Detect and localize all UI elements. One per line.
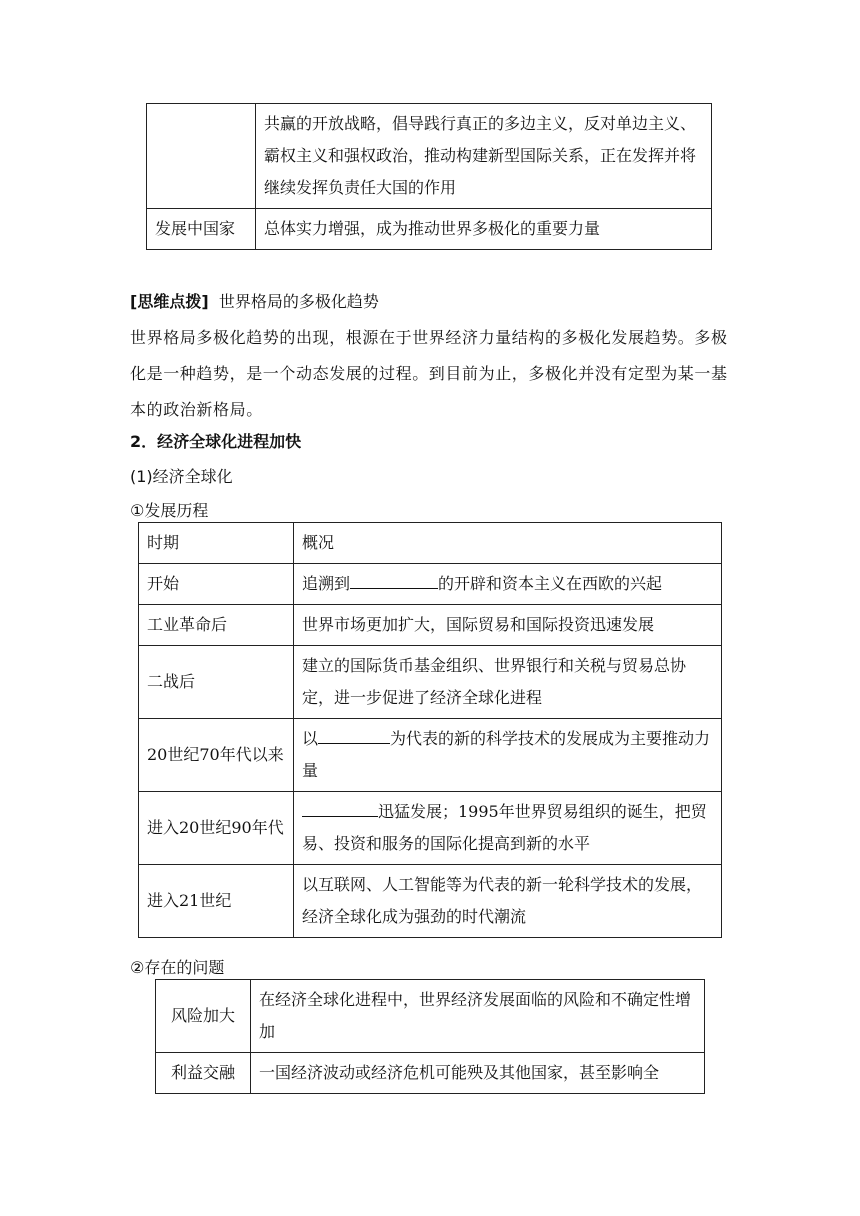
tip-body: 世界格局多极化趋势的出现，根源在于世界经济力量结构的多极化发展趋势。多极化是一种趋势，是一个动态发展的过程。到目前为止，多极化并没有定型为某一基本的政治新格局。 — [130, 328, 728, 419]
section-heading: 2．经济全球化进程加快 — [130, 432, 302, 451]
column-header-overview: 概况 — [294, 523, 722, 564]
table-cell-label: 风险加大 — [156, 980, 251, 1053]
table-cell-overview — [294, 564, 722, 605]
table-cell-label — [147, 104, 256, 209]
table-header-row — [139, 523, 722, 564]
table-row — [139, 865, 722, 938]
table-cell-period: 开始 — [139, 564, 294, 605]
table-cell-overview — [294, 719, 722, 792]
cell-text-post: 迅猛发展；1995年世界贸易组织的诞生，把贸易、投资和服务的国际化提高到新的水平 — [302, 802, 707, 853]
table-cell-label: 利益交融 — [156, 1053, 251, 1094]
table-row — [139, 564, 722, 605]
table-row — [147, 209, 712, 250]
fill-blank[interactable] — [302, 798, 378, 817]
cell-text-post: 为代表的新的科学技术的发展成为主要推动力量 — [302, 729, 711, 780]
table-row — [139, 605, 722, 646]
table-cell-text: 在经济全球化进程中，世界经济发展面临的风险和不确定性增加 — [251, 980, 705, 1053]
item-heading-history: ①发展历程 — [130, 501, 209, 520]
table-row — [139, 792, 722, 865]
column-header-period: 时期 — [139, 523, 294, 564]
table-problems — [155, 979, 705, 1094]
table-cell-period: 进入21世纪 — [139, 865, 294, 938]
table-cell-text: 总体实力增强，成为推动世界多极化的重要力量 — [256, 209, 712, 250]
tip-title: 世界格局的多极化趋势 — [218, 292, 379, 311]
table-major-powers — [146, 103, 712, 250]
table-cell-overview: 以互联网、人工智能等为代表的新一轮科学技术的发展，经济全球化成为强劲的时代潮流 — [294, 865, 722, 938]
tip-tag: [思维点拨] — [130, 292, 209, 311]
cell-text-post: 的开辟和资本主义在西欧的兴起 — [438, 574, 663, 593]
table-cell-period: 工业革命后 — [139, 605, 294, 646]
table-history — [138, 522, 722, 938]
cell-text-pre: 追溯到 — [302, 574, 351, 593]
fill-blank[interactable] — [350, 570, 438, 589]
table-cell-period: 20世纪70年代以来 — [139, 719, 294, 792]
item-heading-problems: ②存在的问题 — [130, 958, 225, 977]
table-cell-text: 共赢的开放战略，倡导践行真正的多边主义，反对单边主义、霸权主义和强权政治，推动构建新型国际关系，正在发挥并将继续发挥负责任大国的作用 — [256, 104, 712, 209]
table-cell-period: 二战后 — [139, 646, 294, 719]
table-row — [139, 719, 722, 792]
table-row — [156, 1053, 705, 1094]
table-row — [147, 104, 712, 209]
fill-blank[interactable] — [318, 725, 390, 744]
tip-heading — [130, 284, 730, 320]
cell-text-pre: 以 — [302, 729, 319, 748]
table-cell-text: 一国经济波动或经济危机可能殃及其他国家，甚至影响全 — [251, 1053, 705, 1094]
table-cell-overview — [294, 792, 722, 865]
table-row — [156, 980, 705, 1053]
subsection-heading: (1)经济全球化 — [130, 467, 233, 486]
table-cell-period: 进入20世纪90年代 — [139, 792, 294, 865]
table-row — [139, 646, 722, 719]
table-cell-overview: 世界市场更加扩大，国际贸易和国际投资迅速发展 — [294, 605, 722, 646]
table-cell-label: 发展中国家 — [147, 209, 256, 250]
table-cell-overview: 建立的国际货币基金组织、世界银行和关税与贸易总协定，进一步促进了经济全球化进程 — [294, 646, 722, 719]
